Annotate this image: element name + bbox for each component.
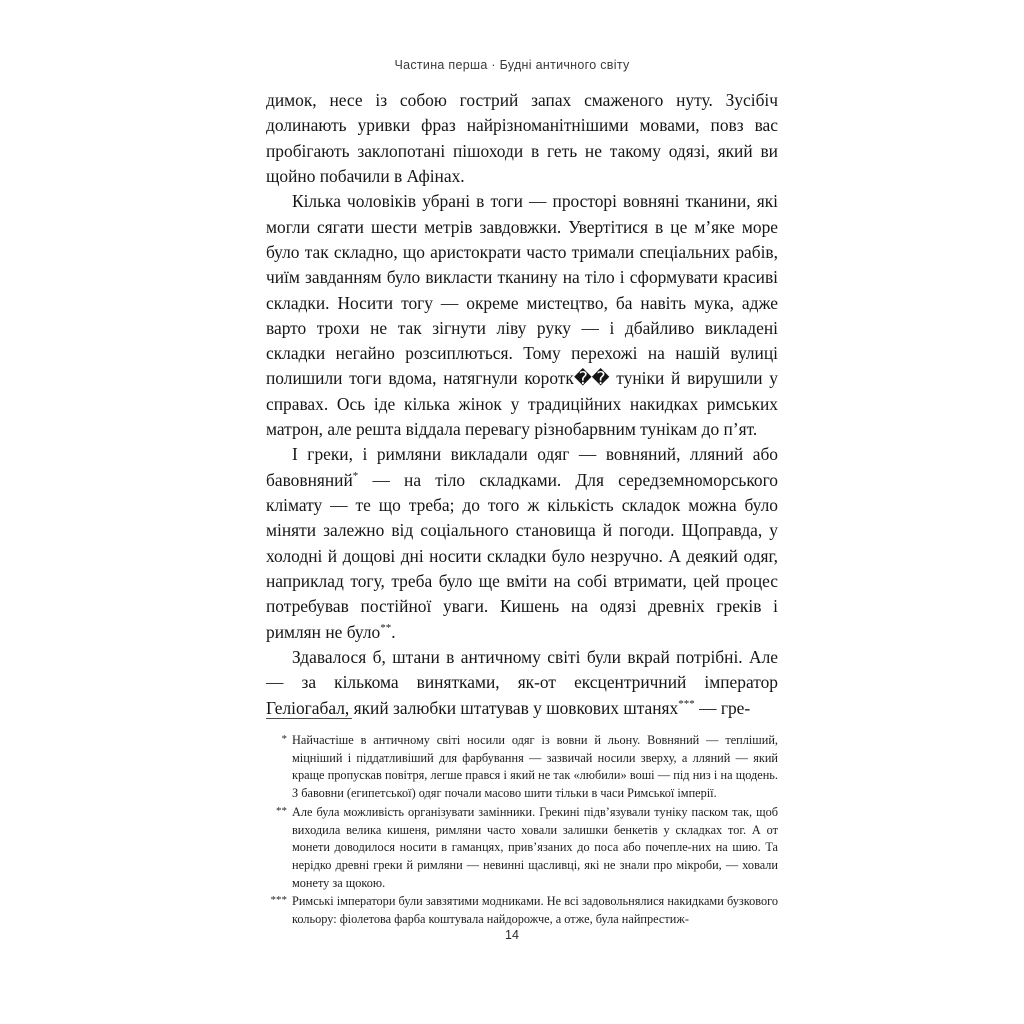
paragraph-1 (266, 88, 778, 189)
paragraph-text: Кілька чоловіків убрані в тоги — просторі вовняні тканини, які могли сягати шести метрів завдовжки. Увертітися в це м’яке море було так складно, що аристократи часто тримали спеціальних рабів, чиїм завданням було викласти тканину на тіло і сформувати красиві складки. Носити тогу — окреме мистецтво, ба навіть мука, адже варто трохи не так зігнути ліву руку — і дбайливо викладені складки негайно розсиплються. Тому перехожі на нашій вулиці полишили тоги вдома, натягнули коротк�� туніки й вирушили у справах. Ось іде кілька жінок у традиційних накидках римських матрон, але решта віддала перевагу різнобарвним тунікам до п’ят. (266, 191, 778, 440)
footnote-marker: ** (276, 804, 287, 817)
paragraph-2 (266, 189, 778, 442)
paragraph-text: Здавалося б, штани в античному світі були вкрай потрібні. Але — за кількома винятками, як-от ексцентричний імператор Геліогабал, який залюбки штатував у шовкових штанях (266, 646, 778, 718)
page-number: 14 (505, 928, 519, 942)
paragraph-4 (266, 645, 778, 721)
footnote-divider (266, 718, 352, 719)
paragraph-text-continued: — гре- (694, 697, 751, 718)
footnote-item (266, 804, 778, 893)
footnote-marker: * (281, 733, 287, 745)
paragraph-text: І греки, і римляни викладали одяг — вовняний, лляний або бавовняний (266, 444, 778, 490)
footnote-ref-3[interactable]: *** (678, 697, 695, 710)
footnote-text: Римські імператори були завзятими модниками. Не всі задовольнялися накидками бузкового кольору: фіолетова фарба коштувала найдорожче, а отже, була найпрестиж- (292, 894, 778, 927)
footnote-text: Але була можливість організувати замінники. Грекині підв’язували туніку паском так, щоб виходила велика кишеня, римляни часто ховали залишки бенкетів у складках тог. А от монети доводилося носити в гаманцях, прив’язаних до поса або почепле-них на шию. Та нерідко древні греки й римляни — невинні щасливці, які не знали про мікроби, — ховали монету за щокою. (292, 804, 778, 890)
running-head: Частина перша · Будні античного світу (394, 58, 630, 72)
footnotes-block (266, 718, 778, 930)
footnote-item (266, 732, 778, 803)
footnote-text: Найчастіше в античному світі носили одяг із вовни й льону. Вовняний — тепліший, міцніший і піддатливіший для фарбування — зазвичай носили зверху, а лляний — який краще пропускав повітря, легше прався і який не так «любили» воші — під низ і на щодень. З бавовни (египетської) одяг почали масово шити тільки в часи Римської імперії. (292, 733, 778, 801)
paragraph-text: димок, несе із собою гострий запах смаженого нуту. Зусібіч долинають уривки фраз найрізноманітнішими мовами, повз вас пробігають заклопотані пішоходи в геть не такому одязі, який ви щойно побачили в Афінах. (266, 90, 778, 186)
footnote-ref-1[interactable]: * (352, 469, 359, 482)
paragraph-text-continued: — на тіло складками. Для середземноморського клімату — те що треба; до того ж кількість складок можна було міняти залежно від соціального становища й погоди. Щоправда, у холодні й дощові дні носити складки було незручно. А деякий одяг, наприклад тогу, треба було ще вміти на собі втримати, цей процес потребував постійної уваги. Кишень на одязі древніх греків і римлян не було (266, 469, 778, 642)
body-text-column (266, 88, 778, 721)
footnote-marker: *** (270, 894, 287, 907)
paragraph-3 (266, 442, 778, 645)
paragraph-text-end: . (391, 621, 396, 642)
footnote-ref-2[interactable]: ** (380, 621, 392, 634)
footnote-item (266, 893, 778, 928)
